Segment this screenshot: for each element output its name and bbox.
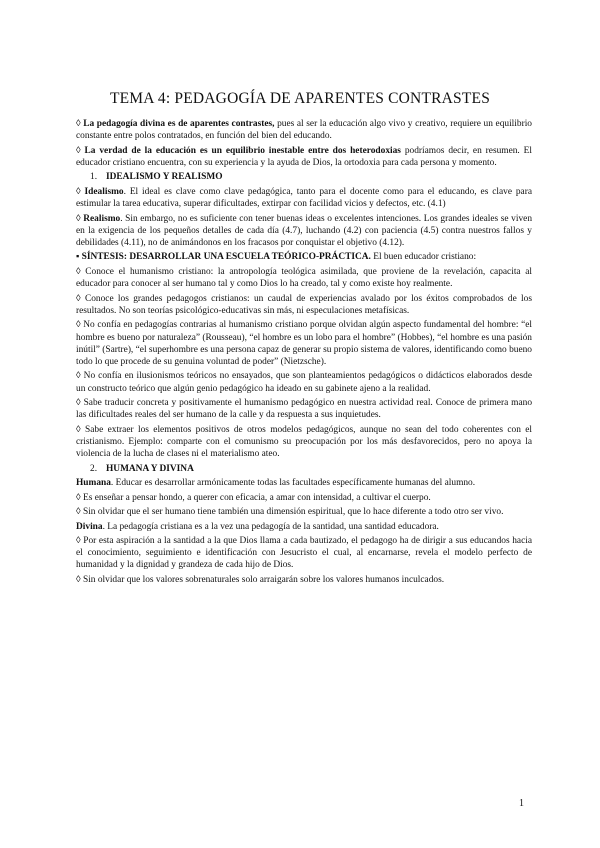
paragraph-1: ◊ La pedagogía divina es de aparentes contrastes, pues al ser la educación algo vivo y creativo, requiere un equilibrio constante entre polos contratados, en función del bien del educando. xyxy=(76,119,532,142)
paragraph-realismo: ◊ Realismo. Sin embargo, no es suficiente con tener buenas ideas o excelentes intenciones. Los grandes ideales se viven en la exigencia de los pequeños detalles de cada día (4.7), luchando (4.2) con paciencia (4.5) contra nuestros fallos y debilidades (4.11), no de animándonos en los fracasos por conquistar el objetivo (4.12). xyxy=(76,213,533,248)
diamond-bullet-icon: ◊ xyxy=(76,398,81,409)
diamond-bullet-icon: ◊ xyxy=(76,535,81,546)
list-item: ◊ Sin olvidar que el ser humano tiene también una dimensión espiritual, que lo hace diferente a todo otro ser vivo. xyxy=(76,507,504,518)
list-item: ◊ Sin olvidar que los valores sobrenaturales solo arraigarán sobre los valores humanos inculcados. xyxy=(76,574,445,585)
diamond-bullet-icon: ◊ xyxy=(76,293,81,304)
diamond-bullet-icon: ◊ xyxy=(76,119,81,129)
diamond-bullet-icon: ◊ xyxy=(76,371,81,382)
paragraph-sintesis: ▪ SÍNTESIS: DESARROLLAR UNA ESCUELA TEÓRICO-PRÁCTICA. El buen educador cristiano: xyxy=(76,252,477,263)
list-item: ◊ Conoce los grandes pedagogos cristianos: un caudal de experiencias avalado por los éxitos comprobados de los resultados. No son teorías psicológico-educativas sin más, ni especulaciones metafísicas. xyxy=(76,293,532,316)
list-item: ◊ Sabe extraer los elementos positivos de otros modelos pedagógicos, aunque no sean del todo coherentes con el cristianismo. Ejemplo: comparte con el comunismo su preocupación por los más desfavorecidos, pero no apoya la violencia de la lucha de clases ni el materialismo ateo. xyxy=(76,424,533,460)
paragraph-2: ◊ La verdad de la educación es un equilibrio inestable entre dos heterodoxias podríamos decir, en resumen. El educador cristiano encuentra, con su experiencia y la ayuda de Dios, la ortodoxia para cada persona y momento. xyxy=(76,145,532,168)
diamond-bullet-icon: ◊ xyxy=(76,213,81,224)
page-title: TEMA 4: PEDAGOGÍA DE APARENTES CONTRASTES xyxy=(109,90,491,107)
square-bullet-icon: ▪ xyxy=(76,252,80,263)
diamond-bullet-icon: ◊ xyxy=(76,145,81,156)
paragraph-divina: Divina. La pedagogía cristiana es a la vez una pedagogía de la santidad, una santidad educadora. xyxy=(76,521,439,532)
document-body xyxy=(76,118,532,588)
list-item: ◊ Es enseñar a pensar hondo, a querer con eficacia, a amar con intensidad, a cultivar el cuerpo. xyxy=(76,492,431,503)
diamond-bullet-icon: ◊ xyxy=(76,266,81,277)
paragraph-humana: Humana. Educar es desarrollar armónicamente todas las facultades específicamente humanas del alumno. xyxy=(76,478,476,489)
section-heading-1: 1. IDEALISMO Y REALISMO xyxy=(90,172,223,183)
diamond-bullet-icon: ◊ xyxy=(76,492,81,503)
diamond-bullet-icon: ◊ xyxy=(76,320,81,331)
paragraph-idealismo: ◊ Idealismo. El ideal es clave como clave pedagógica, tanto para el docente como para el educando, es clave para estimular la tarea educativa, superar dificultades, extirpar con facilidad vicios y defectos, etc. (4.1) xyxy=(76,186,533,210)
list-item: ◊ Conoce el humanismo cristiano: la antropología teológica asimilada, que proviene de la revelación, capacita al educador para conocer al ser humano tal y como Dios lo ha creado, tal y como existe hoy realmente. xyxy=(76,266,532,290)
diamond-bullet-icon: ◊ xyxy=(76,424,81,435)
diamond-bullet-icon: ◊ xyxy=(76,186,81,197)
page-number: 1 xyxy=(519,798,524,809)
list-item: ◊ Sabe traducir concreta y positivamente el humanismo pedagógico en nuestra actividad real. Conoce de primera mano las dificultades reales del ser humano de la calle y da respuesta a sus inquietudes. xyxy=(76,398,533,421)
diamond-bullet-icon: ◊ xyxy=(76,574,81,585)
section-heading-2: 2. HUMANA Y DIVINA xyxy=(90,463,194,474)
list-item: ◊ Por esta aspiración a la santidad a la que Dios llama a cada bautizado, el pedagogo ha de dirigir a sus educandos hacia el conocimiento, seguimiento e identificación con Jesucristo el cual, al encarnarse, revela el modelo perfecto de humanidad y la dignidad y grandeza de cada hijo de Dios. xyxy=(76,535,533,571)
diamond-bullet-icon: ◊ xyxy=(76,507,81,518)
list-item: ◊ No confía en ilusionismos teóricos no ensayados, que son planteamientos pedagógicos o didácticos elaborados desde un constructo teórico que algún genio pedagógico ha ideado en su gabinete ajeno a la realidad. xyxy=(76,371,532,394)
list-item: ◊ No confía en pedagogías contrarias al humanismo cristiano porque olvidan algún aspecto fundamental del hombre: “el hombre es bueno por naturaleza” (Rousseau), “el hombre es un lobo para el hombre” (Hobbes), “el hombre es una pasión inútil” (Sartre), “el superhombre es una persona capaz de generar su propio sistema de valores, identificando como bueno todo lo que procede de su genuina voluntad de poder” (Nietzsche). xyxy=(76,320,533,367)
